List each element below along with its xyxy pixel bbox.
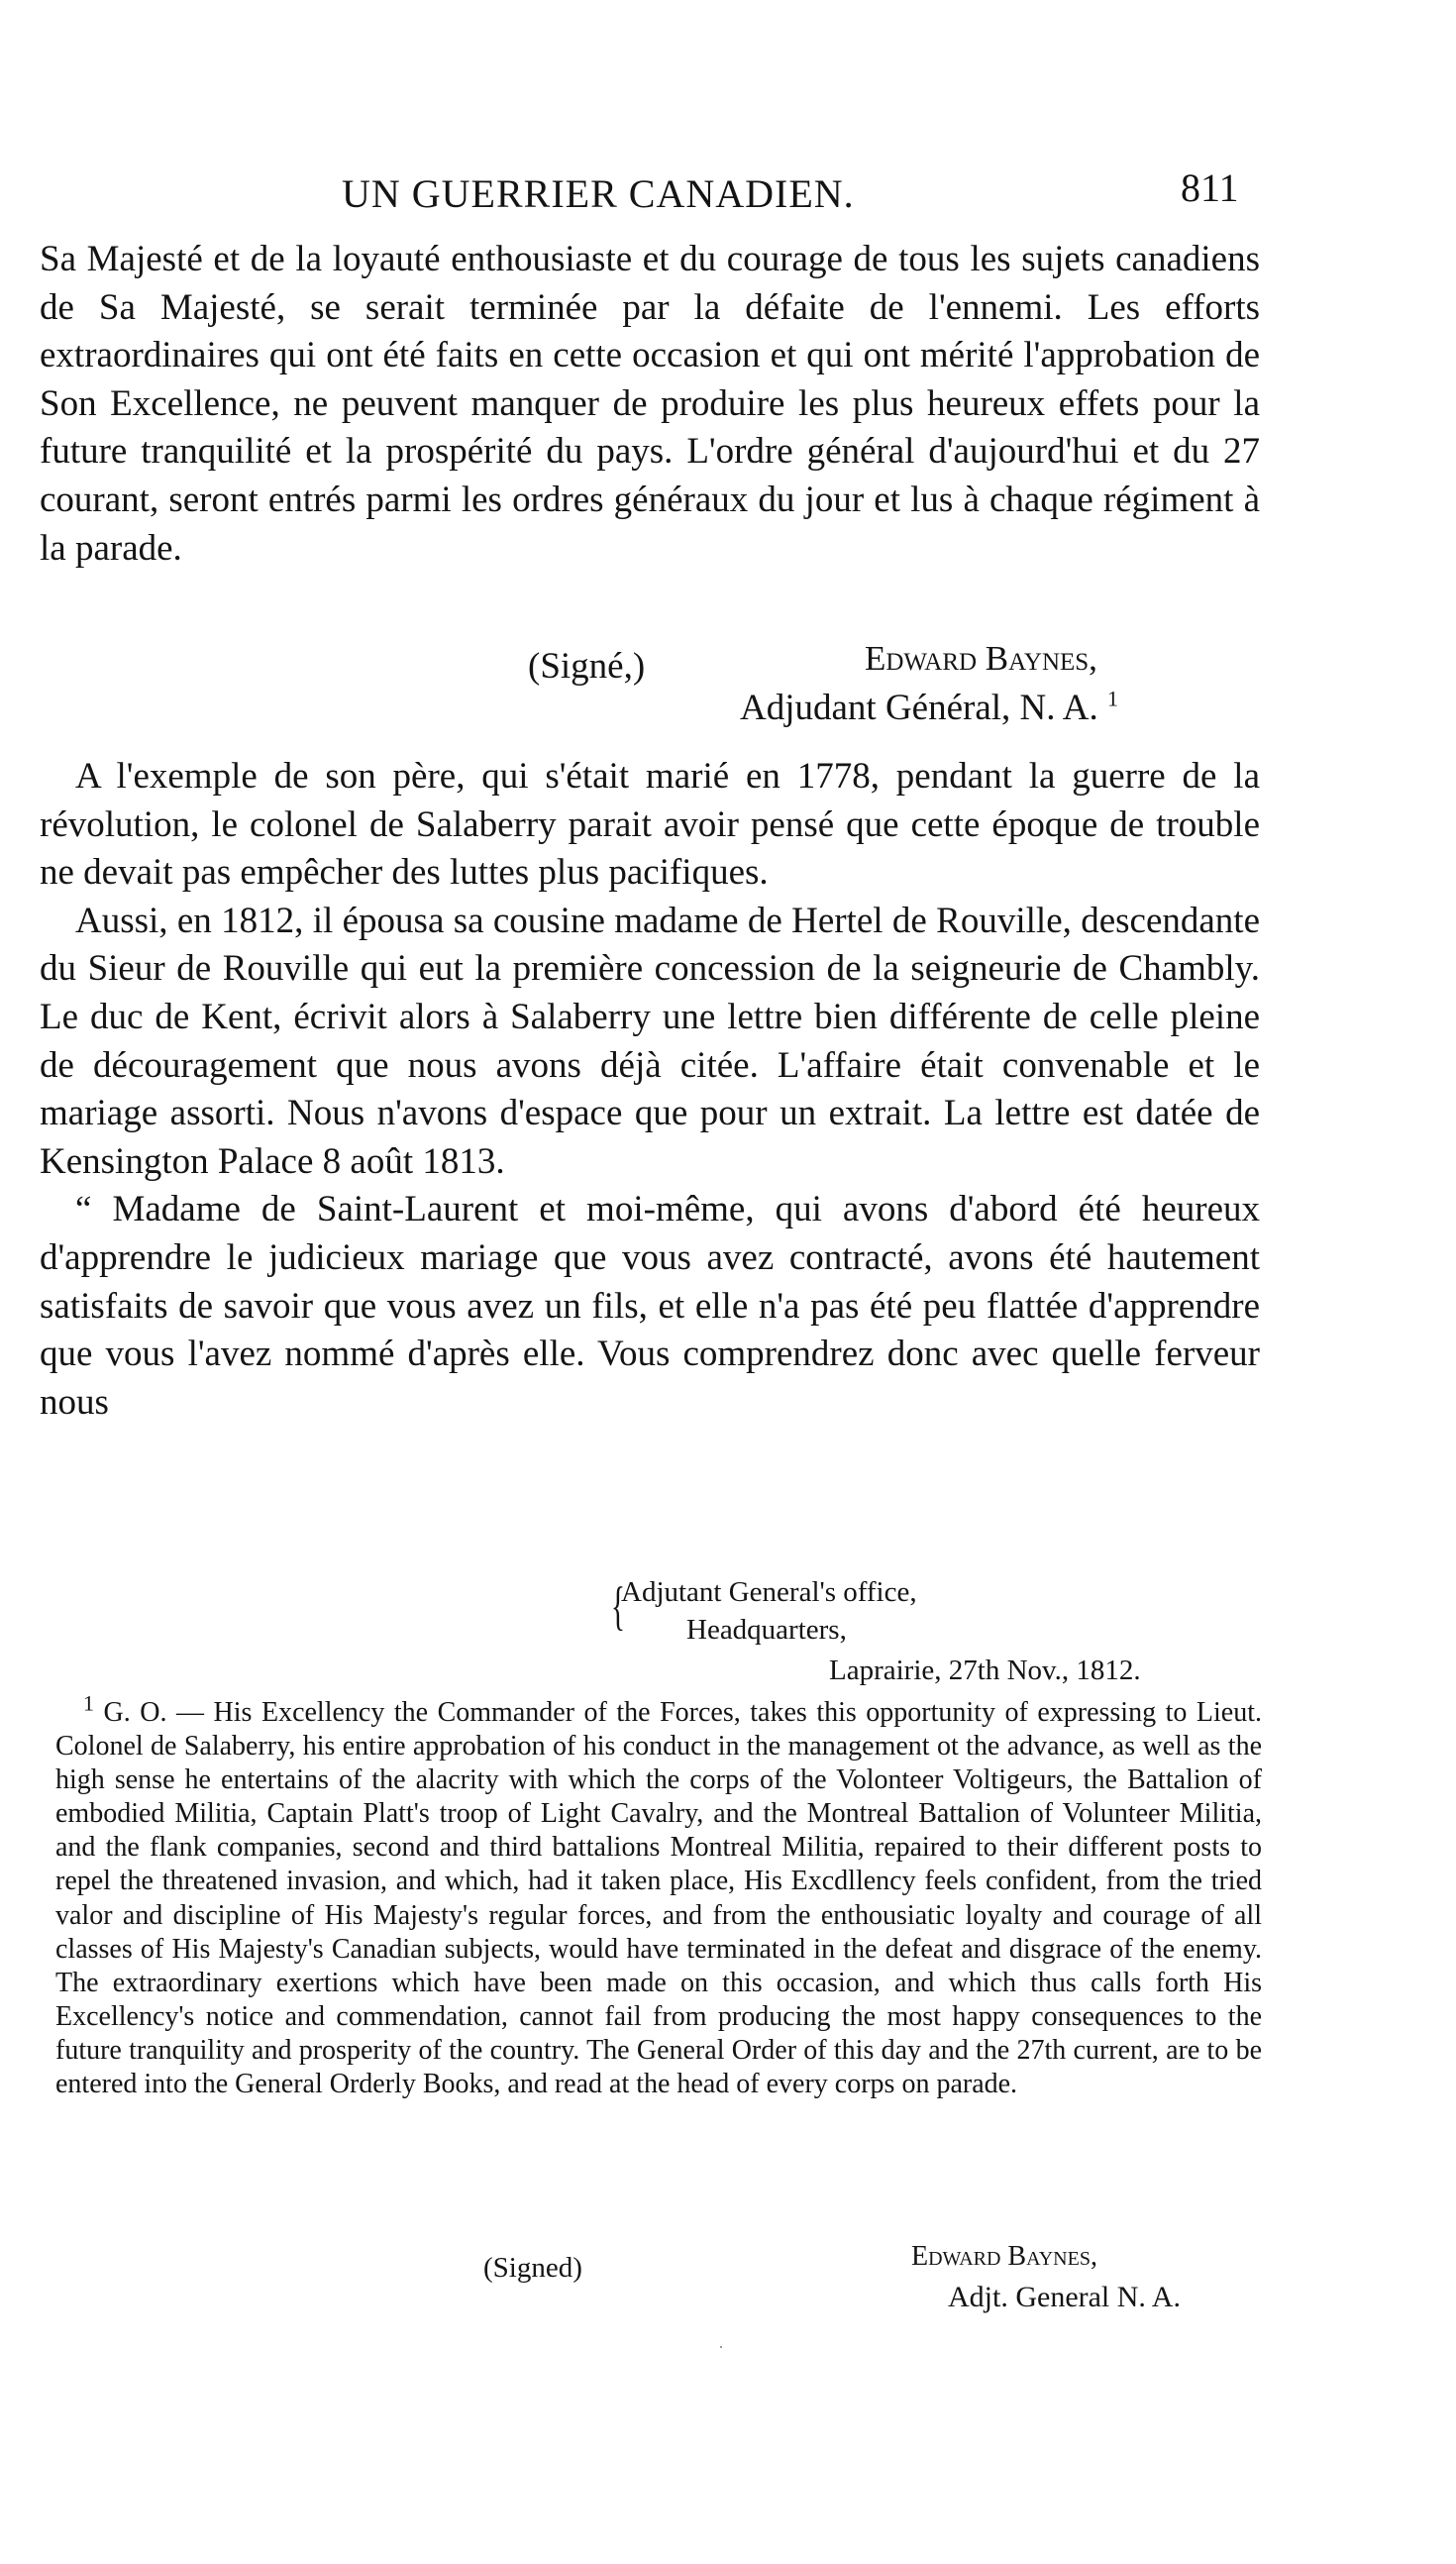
- paragraph: Aussi, en 1812, il épousa sa cousine madame de Hertel de Rouville, descendante du Sieur de Rouville qui eut la première concession de la seigneurie de Chambly. Le duc de Kent, écrivit alors à Salaberry une lettre bien différente de celle pleine de découragement que nous avons déjà citée. L'affaire était convenable et le mariage assorti. Nous n'avons d'espace que pour un extrait. La lettre est datée de Kensington Palace 8 août 1813.: [40, 900, 1260, 1182]
- footnote-reference: 1: [1106, 686, 1118, 711]
- footnote-office-line: Adjutant General's office,: [621, 1576, 917, 1608]
- signature-title-line: [740, 687, 1118, 729]
- signature-signed: (Signé,): [528, 646, 646, 687]
- paragraph: A l'exemple de son père, qui s'était marié en 1778, pendant la guerre de la révolution, le colonel de Salaberry parait avoir pensé que cette époque de trouble ne devait pas empêcher des luttes plus pacifiques.: [40, 756, 1260, 894]
- signature-name: Edward Baynes,: [865, 639, 1097, 678]
- footnote-signature-name: Edward Baynes,: [911, 2241, 1097, 2272]
- body-text-top: [40, 236, 1260, 573]
- footnote: [55, 1690, 1263, 2101]
- footnote-signed: (Signed): [483, 2252, 582, 2284]
- page-number: 811: [1181, 165, 1239, 210]
- footnote-date: Laprairie, 27th Nov., 1812.: [829, 1655, 1141, 1686]
- signature-title: Adjudant Général, N. A.: [740, 688, 1098, 728]
- paragraph: “ Madame de Saint-Laurent et moi-même, qui avons d'abord été heureux d'apprendre le judicieux mariage que vous avez contracté, avons été hautement satisfaits de savoir que vous avez un fils, et elle n'a pas été peu flattée d'apprendre que vous l'avez nommé d'après elle. Vous comprendrez donc avec quelle ferveur nous: [40, 1189, 1260, 1423]
- body-text-main: [40, 753, 1260, 1427]
- footnote-office-line: Headquarters,: [686, 1614, 847, 1646]
- footnote-office-block: [610, 1573, 917, 1649]
- scan-speck: [720, 2346, 722, 2348]
- footnote-text: G. O. — His Excellency the Commander of the Forces, takes this opportunity of expressing to Lieut. Colonel de Salaberry, his entire approbation of his conduct in the management ot the advance, as well as the high sense he entertains of the alacrity with which the corps of the Volonteer Voltigeurs, the Battalion of embodied Militia, Captain Platt's troop of Light Cavalry, and the Montreal Battalion of Volunteer Militia, and the flank companies, second and third battalions Montreal Militia, repaired to their different posts to repel the threatened invasion, and which, had it taken place, His Excdllency feels confident, from the tried valor and discipline of His Majesty's regular forces, and from the enthousiatic loyalty and courage of all classes of His Majesty's Canadian subjects, would have terminated in the defeat and disgrace of the enemy. The extraordinary exertions which have been made on this occasion, and which thus calls forth His Excellency's notice and commendation, cannot fail from producing the most happy consequences to the future tranquility and prosperity of the country. The General Order of this day and the 27th current, are to be entered into the General Orderly Books, and read at the head of every corps on parade.: [55, 1697, 1263, 2100]
- paragraph: Sa Majesté et de la loyauté enthousiaste et du courage de tous les sujets canadiens de Sa Majesté, se serait terminée par la défaite de l'ennemi. Les efforts extraordinaires qui ont été faits en cette occasion et qui ont mérité l'approbation de Son Excellence, ne peuvent manquer de produire les plus heureux effets pour la future tranquilité et la prospérité du pays. L'ordre général d'aujourd'hui et du 27 courant, seront entrés parmi les ordres généraux du jour et lus à chaque régiment à la parade.: [40, 239, 1260, 569]
- brace-mark: {: [610, 1576, 626, 1636]
- footnote-marker: 1: [83, 1690, 94, 1716]
- footnote-signature-title: Adjt. General N. A.: [948, 2281, 1181, 2313]
- footnote-paragraph: [55, 1690, 1263, 2101]
- running-title: UN GUERRIER CANADIEN.: [342, 171, 855, 216]
